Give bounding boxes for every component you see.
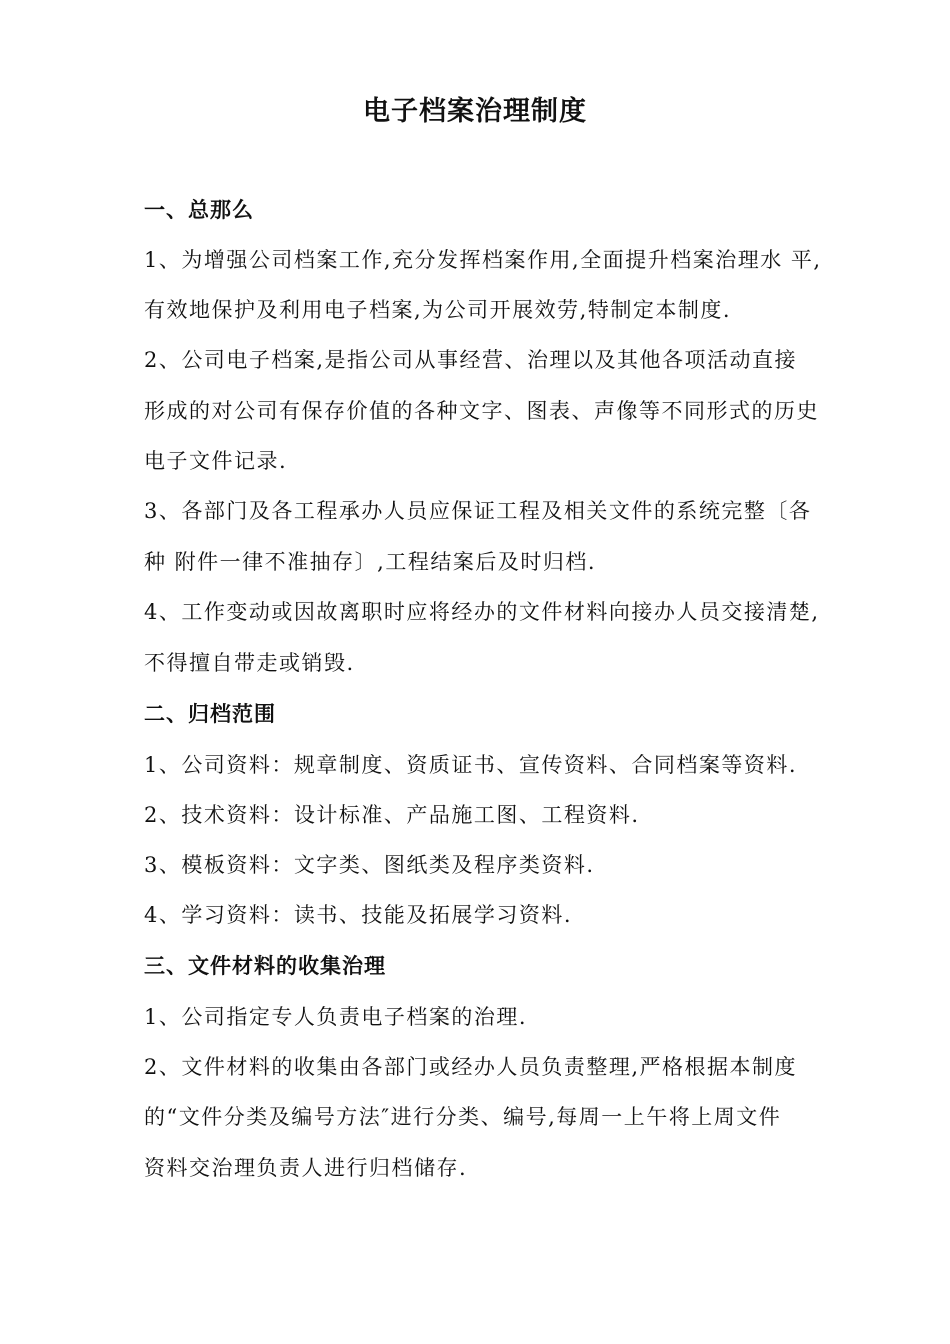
paragraph-line: 3、模板资料：文字类、图纸类及程序类资料. [144, 853, 595, 877]
paragraph-line: 的“文件分类及编号方法″进行分类、编号,每周一上午将上周文件 [144, 1105, 782, 1129]
paragraph-line: 3、各部门及各工程承办人员应保证工程及相关文件的系统完整〔各 [144, 499, 812, 523]
paragraph-line: 1、公司资料：规章制度、资质证书、宣传资料、合同档案等资料. [144, 753, 798, 777]
paragraph-line: 1、公司指定专人负责电子档案的治理. [144, 1005, 528, 1029]
paragraph-line: 资料交治理负责人进行归档储存. [144, 1156, 468, 1180]
paragraph-line: 1、为增强公司档案工作,充分发挥档案作用,全面提升档案治理水 平, [144, 248, 822, 272]
paragraph-line: 2、文件材料的收集由各部门或经办人员负责整理,严格根据本制度 [144, 1055, 798, 1079]
paragraph-line: 2、技术资料：设计标准、产品施工图、工程资料. [144, 803, 640, 827]
paragraph-line: 不得擅自带走或销毁. [144, 651, 355, 675]
document-title: 电子档案治理制度 [363, 96, 587, 127]
paragraph-line: 形成的对公司有保存价值的各种文字、图表、声像等不同形式的历史 [144, 399, 819, 423]
paragraph-line: 4、工作变动或因故离职时应将经办的文件材料向接办人员交接清楚, [144, 600, 820, 624]
paragraph-line: 电子文件记录. [144, 449, 288, 473]
paragraph-line: 4、学习资料：读书、技能及拓展学习资料. [144, 903, 573, 927]
paragraph-line: 2、公司电子档案,是指公司从事经营、治理以及其他各项活动直接 [144, 348, 798, 372]
paragraph-line: 种 附件一律不准抽存〕,工程结案后及时归档. [144, 550, 597, 574]
section-heading-general: 一、总那么 [144, 198, 254, 222]
paragraph-line: 有效地保护及利用电子档案,为公司开展效劳,特制定本制度. [144, 298, 732, 322]
section-heading-collection: 三、文件材料的收集治理 [144, 954, 386, 978]
section-heading-scope: 二、归档范围 [144, 702, 276, 726]
